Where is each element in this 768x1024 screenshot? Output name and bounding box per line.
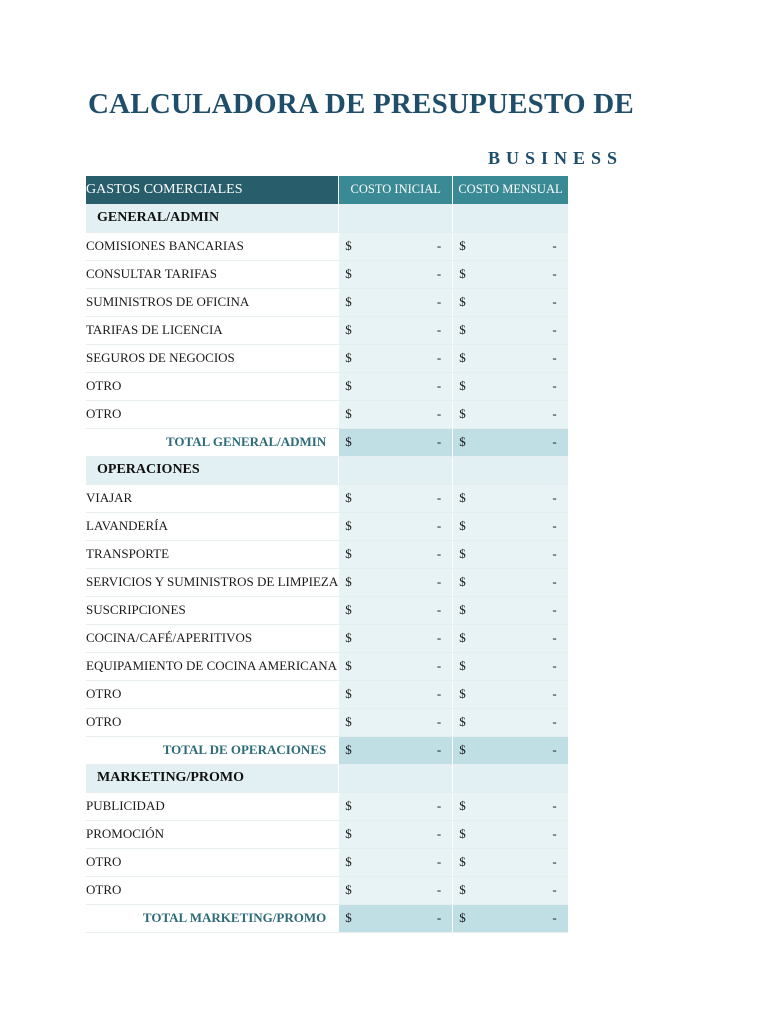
currency-symbol: $ — [345, 686, 352, 701]
amount: - — [552, 238, 557, 253]
amount: - — [436, 238, 442, 253]
monthly-cost-cell[interactable] — [453, 680, 568, 708]
amount: - — [552, 714, 557, 729]
table-row — [86, 344, 568, 372]
currency-symbol: $ — [459, 518, 466, 533]
section-empty-cell — [339, 764, 453, 792]
money-value — [453, 709, 568, 736]
expense-label: PUBLICIDAD — [86, 792, 339, 820]
section-row — [86, 456, 568, 484]
section-title: GENERAL/ADMIN — [86, 204, 339, 232]
monthly-cost-cell[interactable] — [453, 596, 568, 624]
currency-symbol: $ — [459, 546, 466, 561]
initial-cost-cell[interactable] — [339, 568, 453, 596]
table-row — [86, 792, 568, 820]
section-title: OPERACIONES — [86, 456, 339, 484]
money-value — [339, 597, 452, 624]
money-value — [339, 401, 452, 428]
currency-symbol: $ — [345, 294, 352, 309]
monthly-cost-cell[interactable] — [453, 624, 568, 652]
currency-symbol: $ — [459, 350, 466, 365]
currency-symbol: $ — [459, 294, 466, 309]
currency-symbol: $ — [459, 630, 466, 645]
currency-symbol: $ — [345, 826, 352, 841]
money-value — [453, 233, 568, 260]
monthly-cost-cell[interactable] — [453, 652, 568, 680]
amount: - — [552, 378, 557, 393]
expense-label: CONSULTAR TARIFAS — [86, 260, 339, 288]
money-value — [453, 401, 568, 428]
expense-label: OTRO — [86, 848, 339, 876]
money-value — [453, 513, 568, 540]
table-row — [86, 232, 568, 260]
amount: - — [436, 294, 442, 309]
currency-symbol: $ — [345, 742, 352, 757]
currency-symbol: $ — [459, 602, 466, 617]
currency-symbol: $ — [459, 826, 466, 841]
currency-symbol: $ — [345, 882, 352, 897]
money-value — [453, 541, 568, 568]
expense-label: COCINA/CAFÉ/APERITIVOS — [86, 624, 339, 652]
currency-symbol: $ — [459, 434, 466, 449]
money-value — [453, 821, 568, 848]
currency-symbol: $ — [345, 658, 352, 673]
money-value — [453, 877, 568, 904]
amount: - — [552, 294, 557, 309]
money-value — [453, 345, 568, 372]
money-value — [453, 681, 568, 708]
money-value — [339, 709, 452, 736]
table-row — [86, 680, 568, 708]
table-row — [86, 372, 568, 400]
money-value — [339, 625, 452, 652]
amount: - — [552, 546, 557, 561]
amount: - — [436, 490, 442, 505]
initial-cost-cell[interactable] — [339, 344, 453, 372]
amount: - — [436, 742, 442, 757]
total-monthly-cell[interactable] — [453, 428, 568, 456]
expense-label: OTRO — [86, 372, 339, 400]
money-value — [339, 905, 452, 932]
amount: - — [552, 826, 557, 841]
currency-symbol: $ — [345, 266, 352, 281]
money-value — [339, 569, 452, 596]
currency-symbol: $ — [345, 350, 352, 365]
section-row — [86, 764, 568, 792]
expense-label: OTRO — [86, 876, 339, 904]
initial-cost-cell[interactable] — [339, 540, 453, 568]
header-initial-cost: COSTO INICIAL — [339, 176, 453, 204]
expense-label: OTRO — [86, 708, 339, 736]
money-value — [453, 261, 568, 288]
initial-cost-cell[interactable] — [339, 876, 453, 904]
currency-symbol: $ — [459, 574, 466, 589]
table-row — [86, 624, 568, 652]
amount: - — [436, 658, 442, 673]
section-empty-cell — [339, 456, 453, 484]
initial-cost-cell[interactable] — [339, 260, 453, 288]
table-row — [86, 596, 568, 624]
money-value — [453, 569, 568, 596]
currency-symbol: $ — [459, 378, 466, 393]
total-row — [86, 428, 568, 456]
amount: - — [436, 350, 442, 365]
money-value — [339, 681, 452, 708]
section-empty-cell — [339, 204, 453, 232]
money-value — [453, 793, 568, 820]
amount: - — [436, 630, 442, 645]
table-row — [86, 288, 568, 316]
header-expenses: GASTOS COMERCIALES — [86, 176, 339, 204]
money-value — [453, 485, 568, 512]
money-value — [339, 513, 452, 540]
initial-cost-cell[interactable] — [339, 708, 453, 736]
amount: - — [552, 518, 557, 533]
currency-symbol: $ — [459, 406, 466, 421]
table-row — [86, 400, 568, 428]
currency-symbol: $ — [345, 490, 352, 505]
initial-cost-cell[interactable] — [339, 792, 453, 820]
money-value — [339, 793, 452, 820]
currency-symbol: $ — [345, 518, 352, 533]
table-header-row — [86, 176, 568, 204]
currency-symbol: $ — [459, 238, 466, 253]
money-value — [339, 821, 452, 848]
expense-label: OTRO — [86, 400, 339, 428]
initial-cost-cell[interactable] — [339, 624, 453, 652]
initial-cost-cell[interactable] — [339, 484, 453, 512]
amount: - — [436, 434, 442, 449]
currency-symbol: $ — [459, 490, 466, 505]
amount: - — [552, 322, 557, 337]
amount: - — [436, 322, 442, 337]
currency-symbol: $ — [345, 406, 352, 421]
currency-symbol: $ — [345, 378, 352, 393]
table-row — [86, 820, 568, 848]
total-initial-cell[interactable] — [339, 736, 453, 764]
initial-cost-cell[interactable] — [339, 512, 453, 540]
expense-label: LAVANDERÍA — [86, 512, 339, 540]
expense-label: OTRO — [86, 680, 339, 708]
money-value — [339, 429, 452, 456]
amount: - — [436, 686, 442, 701]
currency-symbol: $ — [459, 854, 466, 869]
currency-symbol: $ — [345, 574, 352, 589]
amount: - — [436, 714, 442, 729]
money-value — [453, 373, 568, 400]
amount: - — [552, 350, 557, 365]
amount: - — [552, 658, 557, 673]
monthly-cost-cell[interactable] — [453, 708, 568, 736]
table-row — [86, 540, 568, 568]
monthly-cost-cell[interactable] — [453, 512, 568, 540]
amount: - — [436, 518, 442, 533]
amount: - — [552, 266, 557, 281]
currency-symbol: $ — [459, 322, 466, 337]
monthly-cost-cell[interactable] — [453, 848, 568, 876]
total-row — [86, 736, 568, 764]
monthly-cost-cell[interactable] — [453, 792, 568, 820]
money-value — [339, 849, 452, 876]
currency-symbol: $ — [345, 854, 352, 869]
expense-label: TRANSPORTE — [86, 540, 339, 568]
total-monthly-cell[interactable] — [453, 904, 568, 932]
total-label: TOTAL DE OPERACIONES — [86, 736, 339, 764]
amount: - — [436, 910, 442, 925]
table-row — [86, 512, 568, 540]
amount: - — [436, 602, 442, 617]
amount: - — [552, 910, 557, 925]
table-row — [86, 876, 568, 904]
monthly-cost-cell[interactable] — [453, 260, 568, 288]
monthly-cost-cell[interactable] — [453, 484, 568, 512]
amount: - — [552, 406, 557, 421]
monthly-cost-cell[interactable] — [453, 344, 568, 372]
currency-symbol: $ — [345, 238, 352, 253]
monthly-cost-cell[interactable] — [453, 232, 568, 260]
expense-label: VIAJAR — [86, 484, 339, 512]
currency-symbol: $ — [459, 798, 466, 813]
amount: - — [552, 882, 557, 897]
amount: - — [552, 686, 557, 701]
money-value — [453, 653, 568, 680]
currency-symbol: $ — [459, 658, 466, 673]
money-value — [339, 233, 452, 260]
amount: - — [436, 266, 442, 281]
currency-symbol: $ — [459, 266, 466, 281]
table-body — [86, 204, 568, 932]
currency-symbol: $ — [459, 742, 466, 757]
money-value — [453, 289, 568, 316]
total-initial-cell[interactable] — [339, 428, 453, 456]
initial-cost-cell[interactable] — [339, 372, 453, 400]
money-value — [339, 877, 452, 904]
money-value — [339, 289, 452, 316]
table-row — [86, 652, 568, 680]
monthly-cost-cell[interactable] — [453, 372, 568, 400]
section-title: MARKETING/PROMO — [86, 764, 339, 792]
expense-label: SUSCRIPCIONES — [86, 596, 339, 624]
money-value — [339, 317, 452, 344]
money-value — [453, 625, 568, 652]
money-value — [453, 905, 568, 932]
amount: - — [552, 854, 557, 869]
expense-label: SEGUROS DE NEGOCIOS — [86, 344, 339, 372]
money-value — [453, 737, 568, 764]
currency-symbol: $ — [345, 798, 352, 813]
initial-cost-cell[interactable] — [339, 316, 453, 344]
monthly-cost-cell[interactable] — [453, 288, 568, 316]
currency-symbol: $ — [345, 434, 352, 449]
header-monthly-cost: COSTO MENSUAL — [453, 176, 568, 204]
expense-label: PROMOCIÓN — [86, 820, 339, 848]
currency-symbol: $ — [459, 686, 466, 701]
initial-cost-cell[interactable] — [339, 288, 453, 316]
monthly-cost-cell[interactable] — [453, 820, 568, 848]
total-label: TOTAL MARKETING/PROMO — [86, 904, 339, 932]
money-value — [339, 261, 452, 288]
money-value — [339, 737, 452, 764]
money-value — [453, 429, 568, 456]
amount: - — [552, 630, 557, 645]
section-row — [86, 204, 568, 232]
total-label: TOTAL GENERAL/ADMIN — [86, 428, 339, 456]
expense-label: COMISIONES BANCARIAS — [86, 232, 339, 260]
expense-label: EQUIPAMIENTO DE COCINA AMERICANA — [86, 652, 339, 680]
table-row — [86, 260, 568, 288]
amount: - — [552, 798, 557, 813]
table-row — [86, 484, 568, 512]
amount: - — [552, 574, 557, 589]
page-subtitle: BUSINESS — [488, 148, 624, 168]
money-value — [339, 653, 452, 680]
budget-table — [86, 176, 568, 933]
initial-cost-cell[interactable] — [339, 820, 453, 848]
total-row — [86, 904, 568, 932]
expense-label: TARIFAS DE LICENCIA — [86, 316, 339, 344]
amount: - — [436, 826, 442, 841]
section-empty-cell — [453, 764, 568, 792]
amount: - — [436, 882, 442, 897]
page-title: CALCULADORA DE PRESUPUESTO DE — [88, 88, 634, 120]
amount: - — [552, 490, 557, 505]
money-value — [339, 345, 452, 372]
monthly-cost-cell[interactable] — [453, 316, 568, 344]
monthly-cost-cell[interactable] — [453, 540, 568, 568]
amount: - — [436, 574, 442, 589]
initial-cost-cell[interactable] — [339, 400, 453, 428]
currency-symbol: $ — [345, 714, 352, 729]
currency-symbol: $ — [459, 910, 466, 925]
table-row — [86, 848, 568, 876]
money-value — [453, 597, 568, 624]
money-value — [453, 849, 568, 876]
initial-cost-cell[interactable] — [339, 848, 453, 876]
amount: - — [552, 742, 557, 757]
table-row — [86, 708, 568, 736]
currency-symbol: $ — [345, 602, 352, 617]
table-row — [86, 568, 568, 596]
amount: - — [552, 602, 557, 617]
currency-symbol: $ — [345, 546, 352, 561]
initial-cost-cell[interactable] — [339, 232, 453, 260]
monthly-cost-cell[interactable] — [453, 876, 568, 904]
monthly-cost-cell[interactable] — [453, 568, 568, 596]
amount: - — [436, 854, 442, 869]
money-value — [339, 485, 452, 512]
initial-cost-cell[interactable] — [339, 680, 453, 708]
amount: - — [436, 798, 442, 813]
section-empty-cell — [453, 456, 568, 484]
initial-cost-cell[interactable] — [339, 652, 453, 680]
money-value — [339, 373, 452, 400]
table-row — [86, 316, 568, 344]
total-monthly-cell[interactable] — [453, 736, 568, 764]
initial-cost-cell[interactable] — [339, 596, 453, 624]
monthly-cost-cell[interactable] — [453, 400, 568, 428]
amount: - — [436, 378, 442, 393]
amount: - — [436, 546, 442, 561]
amount: - — [436, 406, 442, 421]
money-value — [453, 317, 568, 344]
currency-symbol: $ — [345, 910, 352, 925]
currency-symbol: $ — [459, 714, 466, 729]
total-initial-cell[interactable] — [339, 904, 453, 932]
currency-symbol: $ — [345, 630, 352, 645]
expense-label: SERVICIOS Y SUMINISTROS DE LIMPIEZA — [86, 568, 339, 596]
money-value — [339, 541, 452, 568]
expense-label: SUMINISTROS DE OFICINA — [86, 288, 339, 316]
section-empty-cell — [453, 204, 568, 232]
currency-symbol: $ — [459, 882, 466, 897]
amount: - — [552, 434, 557, 449]
currency-symbol: $ — [345, 322, 352, 337]
